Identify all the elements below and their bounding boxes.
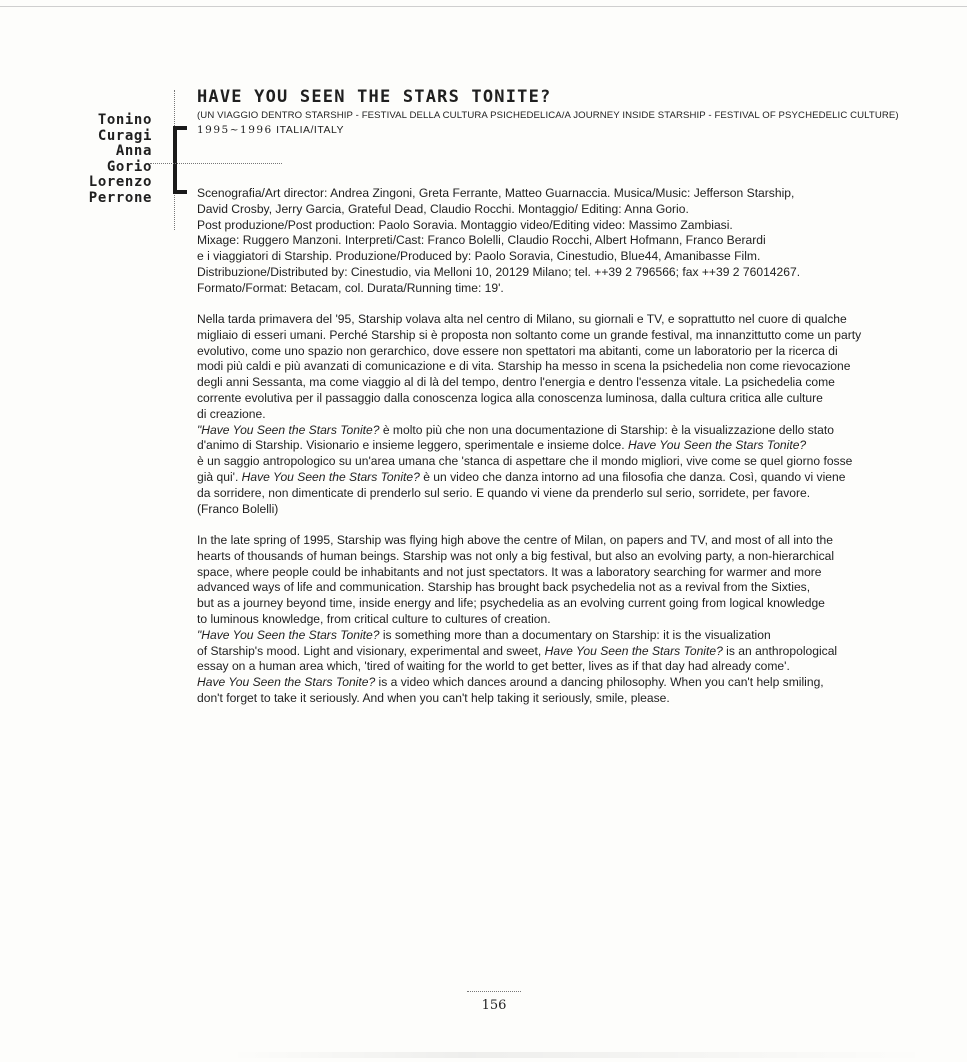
text-line: migliaio di esseri umani. Perché Starship si è proposta non soltanto come un grande festival, ma innanzittutto come un party xyxy=(197,327,862,342)
film-title-inline: Have You Seen the Stars Tonite? xyxy=(544,643,723,658)
text-line: to luminous knowledge, from critical culture to cultures of creation. xyxy=(197,611,551,626)
text-line: corrente evolutiva per il passaggio dalla conoscenza logica alla conoscenza luminosa, dalla cultura critica alle culture xyxy=(197,390,823,405)
text-segment: già qui'. xyxy=(197,469,242,484)
text-line: essay on a human area which, 'tired of waiting for the world to get better, lives as if that day had already come'. xyxy=(197,659,790,674)
text-segment: of Starship's mood. Light and visionary, experimental and sweet, xyxy=(197,643,545,658)
credit-line: Mixage: Ruggero Manzoni. Interpreti/Cast: Franco Bolelli, Claudio Rocchi, Albert Hofmann, Franco Berardi xyxy=(197,233,766,248)
text-segment: is something more than a documentary on Starship: it is the visualization xyxy=(379,627,771,642)
text-line: modi più caldi e più avanzati di comunicazione e di vita. Starship ha messo in scena la psichedelia non come rievocazione xyxy=(197,359,851,374)
film-title-inline: Have You Seen the Stars Tonite? xyxy=(627,438,807,453)
credit-line: Distribuzione/Distributed by: Cinestudio, via Melloni 10, 20129 Milano; tel. ++39 2 796566; fax ++39 2 76014267. xyxy=(197,264,801,279)
film-title-inline: Have You Seen the Stars Tonite? xyxy=(197,675,376,690)
italian-description xyxy=(197,312,917,517)
credit-line: Post produzione/Post production: Paolo Soravia. Montaggio video/Editing video: Massimo Zambiasi. xyxy=(197,217,733,232)
text-line xyxy=(197,438,917,454)
country: ITALIA/ITALY xyxy=(276,124,345,136)
text-line: don't forget to take it seriously. And when you can't help taking it seriously, smile, please. xyxy=(197,690,670,705)
text-line: è un saggio antropologico su un'area umana che 'stanca di aspettare che il mondo migliori, vive come se quel giorno fosse xyxy=(197,454,853,469)
text-line: hearts of thousands of human beings. Starship was not only a big festival, but also an evolving party, a non-hierarchical xyxy=(197,548,835,563)
author-line: Curagi xyxy=(97,127,152,144)
text-line: In the late spring of 1995, Starship was flying high above the centre of Milan, on papers and TV, and most of all into the xyxy=(197,533,833,547)
author-line: Anna xyxy=(115,143,152,159)
credit-line: David Crosby, Jerry Garcia, Grateful Dead, Claudio Rocchi. Montaggio/ Editing: Anna Gorio. xyxy=(197,201,689,216)
film-title: HAVE YOU SEEN THE STARS TONITE? xyxy=(197,87,552,107)
credit-line: Scenografia/Art director: Andrea Zingoni, Greta Ferrante, Matteo Guarnaccia. Musica/Music: Jefferson Starship, xyxy=(197,186,795,200)
authors xyxy=(60,113,152,206)
author-line: Perrone xyxy=(88,189,152,206)
credit-line: Formato/Format: Betacam, col. Durata/Running time: 19'. xyxy=(197,280,504,295)
top-rule xyxy=(0,6,967,7)
text-line: degli anni Sessanta, ma come viaggio al di là del tempo, dentro l'energia e dentro l'essenza vitale. La psichedelia come xyxy=(197,375,835,390)
film-title-inline: Have You Seen the Stars Tonite? xyxy=(241,469,420,484)
author-line: Lorenzo xyxy=(88,174,152,190)
text-segment: is a video which dances around a dancing philosophy. When you can't help smiling, xyxy=(375,675,824,690)
english-description xyxy=(197,533,917,707)
author-line: Gorio xyxy=(106,158,152,175)
author-line: Tonino xyxy=(97,112,152,128)
credits-block xyxy=(197,186,917,297)
text-segment: is an anthropological xyxy=(722,643,838,658)
text-line: space, where people could be inhabitants and not just spectators. It was a laboratory searching for warmer and more xyxy=(197,564,822,579)
text-segment: è un video che danza intorno ad una filosofia che danza. Così, quando vi viene xyxy=(419,469,846,484)
bracket-bottom xyxy=(173,190,187,194)
film-subtitle: (UN VIAGGIO DENTRO STARSHIP - FESTIVAL DELLA CULTURA PSICHEDELICA/A JOURNEY INSIDE STARSHIP - FESTIVAL OF PSYCHEDELIC CULTURE) xyxy=(197,110,899,121)
text-segment: è molto più che non una documentazione di Starship: è la visualizzazione dello stato xyxy=(379,422,834,437)
text-line xyxy=(197,423,917,439)
horizontal-dotted-rule xyxy=(150,163,282,164)
text-line: di creazione. xyxy=(197,406,266,421)
bracket-top xyxy=(173,126,187,130)
text-line xyxy=(197,675,917,691)
text-segment: d'animo di Starship. Visionario e insieme leggero, sperimentale e insieme dolce. xyxy=(197,438,628,453)
scan-edge xyxy=(230,1052,930,1058)
film-title-inline: "Have You Seen the Stars Tonite? xyxy=(197,627,380,642)
film-title-inline: "Have You Seen the Stars Tonite? xyxy=(197,422,380,437)
year-country xyxy=(197,124,344,136)
text-line: Nella tarda primavera del '95, Starship volava alta nel centro di Milano, su giornali e TV, e soprattutto nel cuore di qualche xyxy=(197,312,847,326)
text-line: da sorridere, non dimenticate di prenderlo sul serio. E quando vi viene da prenderlo sul serio, sorridete, per favore. xyxy=(197,485,811,500)
page-number-dots xyxy=(467,991,521,992)
credit-line: e i viaggiatori di Starship. Produzione/Produced by: Paolo Soravia, Cinestudio, Blue44, Amanibasse Film. xyxy=(197,249,761,264)
text-line: advanced ways of life and communication. Starship has brought back psychedelia not as a revival from the Sixties, xyxy=(197,580,811,595)
text-line: (Franco Bolelli) xyxy=(197,501,279,516)
text-line xyxy=(197,628,917,644)
text-line: evolutivo, come uno spazio non gerarchico, dove essere non spettatori ma abitanti, come un laboratorio per la ricerca di xyxy=(197,343,838,358)
page-number: 156 xyxy=(481,998,507,1013)
years: 1995~1996 xyxy=(197,124,273,136)
text-line xyxy=(197,644,917,660)
text-line: but as a journey beyond time, inside energy and life; psychedelia as an evolving current going from logical knowledge xyxy=(197,596,825,611)
text-line xyxy=(197,470,917,486)
bracket-ornament xyxy=(173,126,177,194)
